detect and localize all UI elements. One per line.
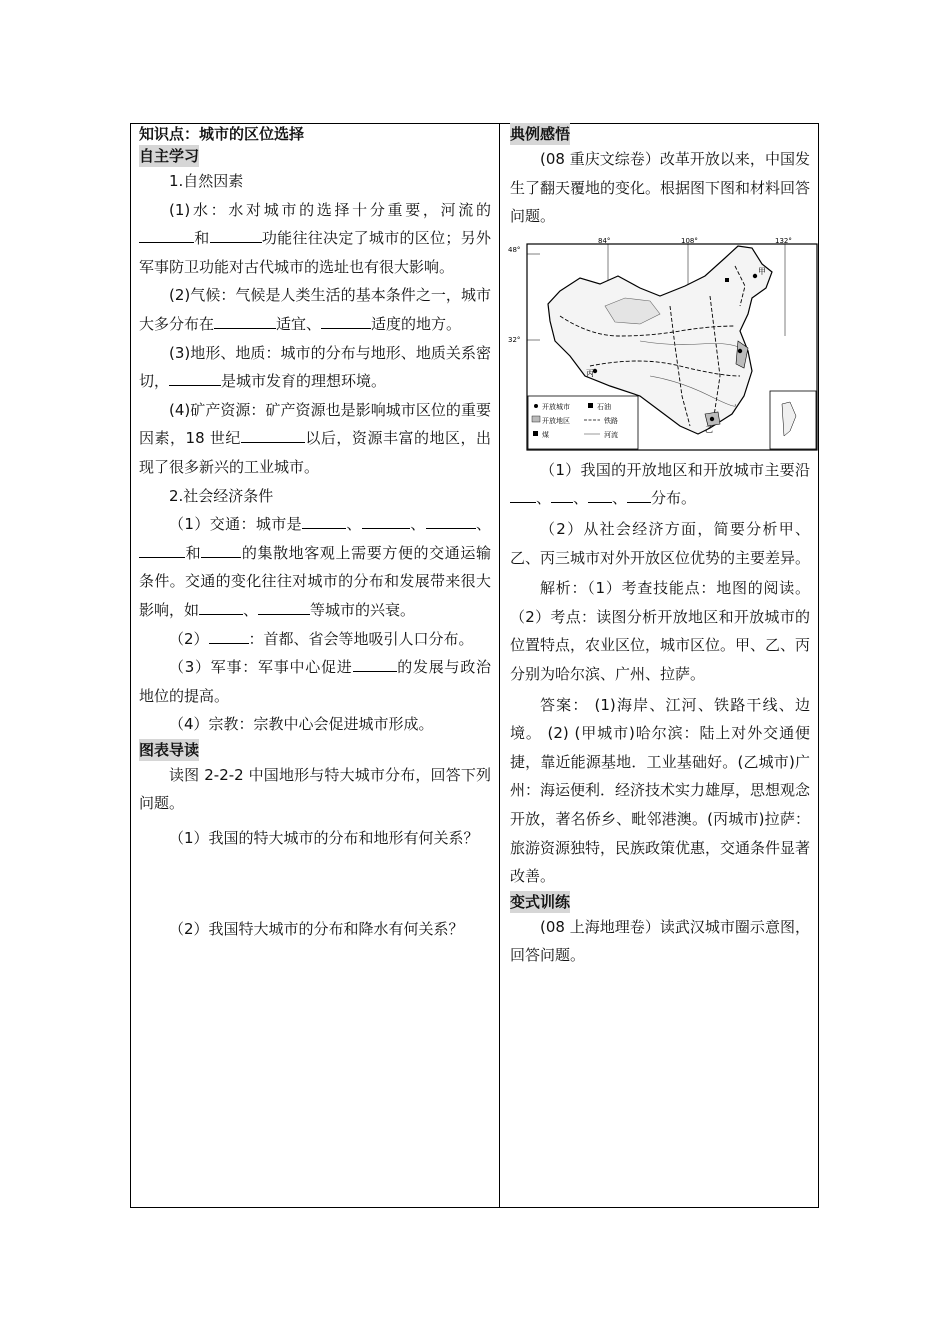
blank-field[interactable] [241,427,305,443]
blank-field[interactable] [210,227,262,243]
blank-field[interactable] [362,513,410,529]
blank-field[interactable] [214,313,276,329]
example-question-1: （1）我国的开放地区和开放城市主要沿、 、 、 分布。 [510,456,810,513]
military-paragraph: （3）军事：军事中心促进 的发展与政治地位的提高。 [139,658,491,705]
legend-oil-symbol [588,403,593,408]
legend-oil: 石油 [597,402,611,411]
city-bing-label: 丙 [586,368,594,378]
lon-label-132: 132° [775,236,792,245]
right-column [500,123,818,970]
section-chart-reading: 图表导读 [139,740,200,759]
city-jia-label: 甲 [758,266,766,276]
blank-field[interactable] [169,370,221,386]
legend-area-symbol [532,416,540,422]
legend-coal-symbol [533,431,538,436]
section-variant-training: 变式训练 [510,892,571,911]
blank-field[interactable] [321,313,371,329]
lon-label-84: 84° [598,236,611,245]
mineral-paragraph: (4)矿产资源：矿产资源也是影响城市区位的重要因素，18 世纪 以后，资源丰富的地区，出现了很多新兴的工业城市。 [139,400,491,476]
blank-field[interactable] [302,513,346,529]
blank-field[interactable] [353,656,397,672]
socioeconomic-heading: 2.社会经济条件 [169,486,274,505]
blank-field[interactable] [510,487,536,503]
blank-field[interactable] [551,487,573,503]
training-text: (08 上海地理卷）读武汉城市圈示意图，回答问题。 [510,917,810,965]
answer-space [139,853,491,915]
city-yi-label: 乙 [705,424,713,434]
knowledge-title: 知识点：城市的区位选择 [139,125,305,143]
open-city-marker [710,417,714,421]
example-question-2: （2）从社会经济方面，简要分析甲、乙、丙三城市对外开放区位优势的主要差异。 [510,519,811,567]
legend-river: 河流 [604,430,618,439]
left-column [131,123,499,943]
lat-label-32: 32° [508,335,521,344]
blank-field[interactable] [139,542,185,558]
climate-paragraph: (2)气候：气候是人类生活的基本条件之一，城市大多分布在 适宜、 适度的地方。 [139,286,491,333]
open-city-marker [753,274,757,278]
blank-field[interactable] [209,628,249,644]
question-2: （2）我国特大城市的分布和降水有何关系？ [169,919,464,938]
politics-paragraph: （2） ：首都、省会等地吸引人口分布。 [169,629,474,648]
section-examples: 典例感悟 [510,125,571,143]
blank-field[interactable] [588,487,612,503]
blank-field[interactable] [201,542,241,558]
section-self-study: 自主学习 [139,147,200,165]
china-open-cities-map [500,236,818,452]
religion-paragraph: （4）宗教：宗教中心会促进城市形成。 [169,715,434,734]
transport-paragraph: （1）交通：城市是 、 、 、和 的集散地客观上需要方便的交通运输条件。交通的变化往往对城市的分布和发展带来很大影响，如 、 等城市的兴衰。 [139,515,491,619]
legend-area: 开放地区 [542,416,570,425]
blank-field[interactable] [426,513,476,529]
chart-reading-text: 读图 2-2-2 中国地形与特大城市分布，回答下列问题。 [139,765,491,813]
water-paragraph: (1)水：水对城市的选择十分重要，河流的和 功能往往决定了城市的区位；另外军事防卫功能对古代城市的选址也有很大影响。 [139,200,491,276]
open-city-marker [738,349,742,353]
terrain-paragraph: (3)地形、地质：城市的分布与地形、地质关系密切， 是城市发育的理想环境。 [139,343,491,391]
example-intro: (08 重庆文综卷）改革开放以来，中国发生了翻天覆地的变化。根据图下图和材料回答问题。 [510,150,811,226]
oil-marker [725,278,729,282]
legend-rail: 铁路 [604,416,618,425]
lon-label-108: 108° [681,236,698,245]
question-1: （1）我国的特大城市的分布和地形有何关系？ [169,829,479,848]
blank-field[interactable] [199,599,243,615]
example-analysis: 解析：（1）考查技能点：地图的阅读。（2）考点：读图分析开放地区和开放城市的位置特点，农业区位，城市区位。甲、乙、丙分别为哈尔滨、广州、拉萨。 [510,579,811,683]
blank-field[interactable] [258,599,310,615]
legend-coal: 煤 [542,430,549,439]
legend-city: 开放城市 [542,402,570,411]
legend-city-symbol [534,404,538,408]
blank-field[interactable] [627,487,651,503]
blank-field[interactable] [139,227,194,243]
lat-label-48: 48° [508,245,521,254]
natural-factors-heading: 1.自然因素 [169,172,244,190]
example-answer: 答案： (1)海岸、江河、铁路干线、边境。 (2) (甲城市)哈尔滨：陆上对外交通便捷，靠近能源基地．工业基础好。(乙城市)广州：海运便利．经济技术实力雄厚，思想观念开放，著名侨乡、毗邻港澳。(丙城市)拉萨：旅游资源独特，民族政策优惠，交通条件显著改善。 [510,695,811,886]
